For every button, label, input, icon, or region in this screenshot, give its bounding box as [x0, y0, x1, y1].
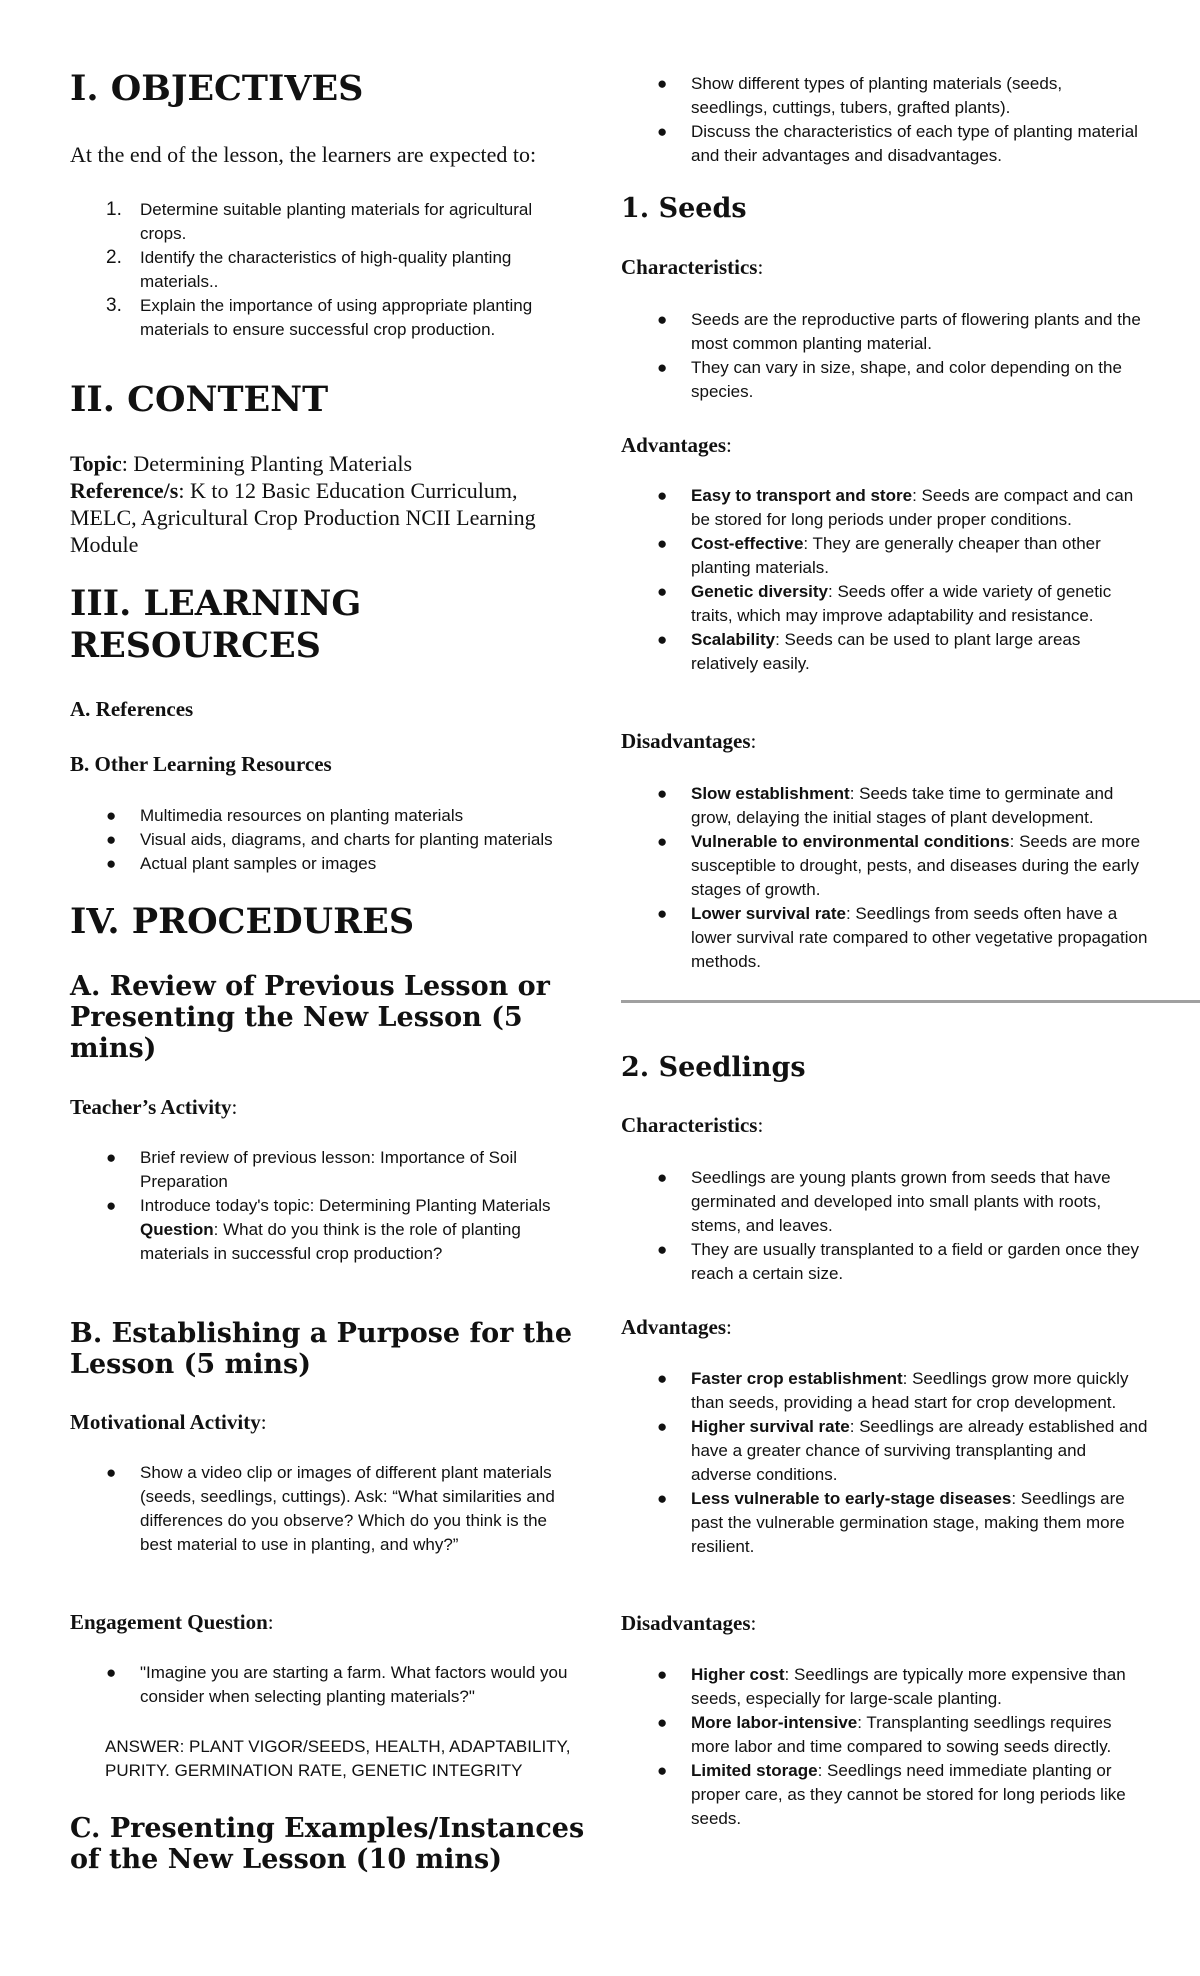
reference-value: : K to 12 Basic Education Curriculum, MELC, Agricultural Crop Production NCII Learning Module [70, 478, 536, 557]
list-number: 3. [106, 295, 122, 316]
seedlings-characteristics-list [621, 1166, 1151, 1286]
seedlings-heading: 2. Seedlings [621, 1052, 806, 1083]
list-item: ● Brief review of previous lesson: Importance of Soil Preparation [106, 1148, 518, 1191]
examples-heading: C. Presenting Examples/Instances of the New Lesson (10 mins) [70, 1813, 585, 1875]
list-item [70, 294, 580, 342]
reference-line [70, 477, 580, 558]
seeds-heading: 1. Seeds [621, 193, 747, 224]
question-label: Question [140, 1220, 214, 1239]
list-item: ● Faster crop establishment: Seedlings grow more quickly than seeds, providing a head start for crop development. [657, 1369, 1129, 1412]
seeds-characteristics-list [621, 308, 1151, 404]
procedures-heading: IV. PROCEDURES [70, 901, 415, 942]
motivational-list [70, 1461, 580, 1557]
list-item: ● Less vulnerable to early-stage diseases: Seedlings are past the vulnerable germination stage, making them more resilient. [657, 1489, 1125, 1556]
list-item: ● Slow establishment: Seeds take time to germinate and grow, delaying the initial stages of plant development. [657, 784, 1114, 827]
content-heading: II. CONTENT [70, 379, 329, 420]
seeds-disadvantages-list [621, 782, 1151, 974]
objectives-list [70, 198, 580, 342]
engagement-question-label: Engagement Question: [70, 1610, 274, 1634]
teacher-activity-list [70, 1146, 580, 1266]
list-item: ● Easy to transport and store: Seeds are compact and can be stored for long periods under proper conditions. [657, 486, 1134, 529]
list-item: ● Seedlings are young plants grown from seeds that have germinated and developed into small plants with roots, stems, and leaves. [657, 1168, 1111, 1235]
topic-label: Topic [70, 451, 122, 476]
topic-value: : Determining Planting Materials [121, 451, 413, 476]
list-item [70, 246, 580, 294]
list-item: ● Limited storage: Seedlings need immediate planting or proper care, as they cannot be stored for long periods like seeds. [657, 1761, 1126, 1828]
list-item: ● More labor-intensive: Transplanting seedlings requires more labor and time compared to sowing seeds directly. [657, 1713, 1112, 1756]
topic-line [70, 450, 580, 477]
seeds-advantages-label: Advantages: [621, 433, 732, 457]
teacher-activity-label: Teacher’s Activity: [70, 1095, 238, 1119]
list-text: Determine suitable planting materials for agricultural crops. [140, 200, 533, 243]
list-item: ● Seeds are the reproductive parts of flowering plants and the most common planting material. [657, 310, 1141, 353]
list-number: 1. [106, 199, 122, 220]
seedlings-characteristics-label: Characteristics: [621, 1113, 764, 1137]
list-item: ● Discuss the characteristics of each type of planting material and their advantages and disadvantages. [657, 122, 1138, 165]
list-item: ● They can vary in size, shape, and color depending on the species. [657, 358, 1122, 401]
objectives-intro: At the end of the lesson, the learners are expected to: [70, 142, 537, 167]
list-item: ● Visual aids, diagrams, and charts for planting materials [106, 830, 553, 849]
seedlings-advantages-label: Advantages: [621, 1315, 732, 1339]
seedlings-disadvantages-list [621, 1663, 1151, 1831]
list-item: ● Show a video clip or images of different plant materials (seeds, seedlings, cuttings). Ask: “What similarities and differences do you observe? Which do you think is the best material to use in planting, and why?” [106, 1463, 555, 1554]
answer-text: ANSWER: PLANT VIGOR/SEEDS, HEALTH, ADAPTABILITY, PURITY. GERMINATION RATE, GENETIC INTEGRITY [105, 1737, 571, 1780]
seedlings-disadvantages-label: Disadvantages: [621, 1611, 757, 1635]
list-item: ● Show different types of planting materials (seeds, seedlings, cuttings, tubers, grafted plants). [657, 74, 1063, 117]
seedlings-advantages-list [621, 1367, 1151, 1559]
list-item [70, 198, 580, 246]
motivational-activity-label: Motivational Activity: [70, 1410, 267, 1434]
list-item: ● Vulnerable to environmental conditions: Seeds are more susceptible to drought, pests, and diseases during the early stages of growth. [657, 832, 1141, 899]
list-item: ● Cost-effective: They are generally cheaper than other planting materials. [657, 534, 1101, 577]
review-heading: A. Review of Previous Lesson or Presenting the New Lesson (5 mins) [70, 971, 550, 1064]
list-item: ● "Imagine you are starting a farm. What factors would you consider when selecting planting materials?" [106, 1663, 568, 1706]
other-resources-label: B. Other Learning Resources [70, 752, 332, 776]
list-item: ● Genetic diversity: Seeds offer a wide variety of genetic traits, which may improve adaptability and resistance. [657, 582, 1112, 625]
list-item: ● Introduce today's topic: Determining Planting Materials Question: What do you think is the role of planting materials in successful crop production? [106, 1196, 551, 1263]
resources-heading: III. LEARNING RESOURCES [70, 583, 362, 666]
list-item: ● Lower survival rate: Seedlings from seeds often have a lower survival rate compared to other vegetative propagation methods. [657, 904, 1148, 971]
list-item: ● Scalability: Seeds can be used to plant large areas relatively easily. [657, 630, 1081, 673]
seeds-characteristics-label: Characteristics: [621, 255, 764, 279]
list-item: ● They are usually transplanted to a field or garden once they reach a certain size. [657, 1240, 1139, 1283]
objectives-heading: I. OBJECTIVES [70, 68, 364, 109]
examples-list [621, 72, 1141, 168]
purpose-heading: B. Establishing a Purpose for the Lesson (5 mins) [70, 1318, 573, 1380]
seeds-advantages-list [621, 484, 1151, 676]
list-item: ● Higher cost: Seedlings are typically more expensive than seeds, especially for large-scale planting. [657, 1665, 1126, 1708]
engagement-list [70, 1661, 580, 1709]
list-text: Identify the characteristics of high-quality planting materials.. [140, 248, 512, 291]
resources-list [70, 804, 590, 876]
seeds-disadvantages-label: Disadvantages: [621, 729, 757, 753]
list-text: Explain the importance of using appropriate planting materials to ensure successful crop production. [140, 296, 533, 339]
references-label: A. References [70, 697, 194, 721]
list-item: ● Multimedia resources on planting materials [106, 806, 464, 825]
reference-label: Reference/s [70, 478, 179, 503]
list-item: ● Higher survival rate: Seedlings are already established and have a greater chance of surviving transplanting and adverse conditions. [657, 1417, 1148, 1484]
list-number: 2. [106, 247, 122, 268]
list-item: ● Actual plant samples or images [106, 854, 377, 873]
section-divider [621, 1000, 1200, 1003]
question-text: : What do you think is the role of planting materials in successful crop production? [140, 1220, 521, 1263]
